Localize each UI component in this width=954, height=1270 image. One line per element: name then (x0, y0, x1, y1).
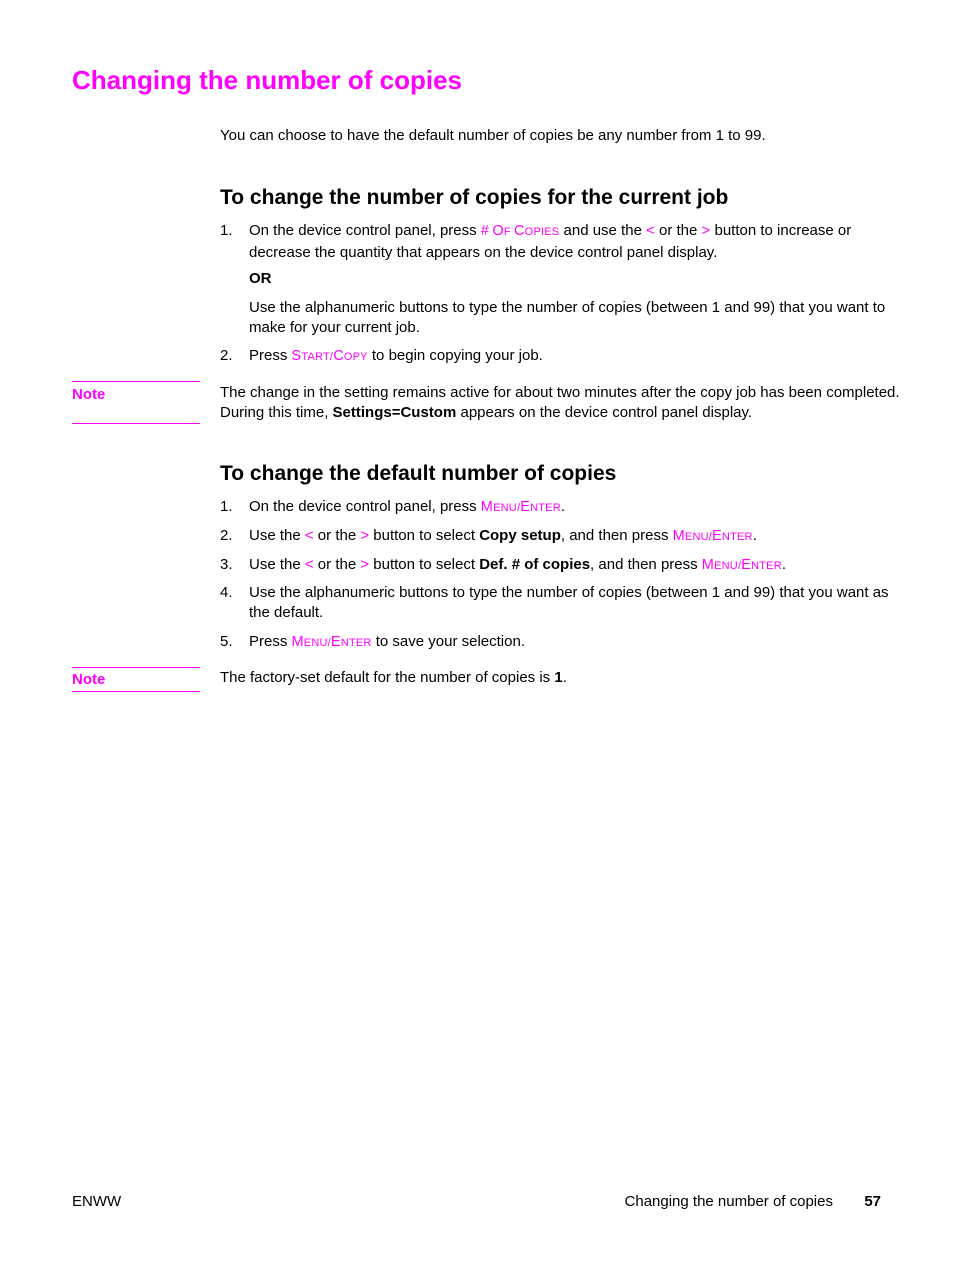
step-text: On the device control panel, press MENU/ENTER. (249, 498, 566, 515)
right-arrow-key: > (701, 222, 711, 239)
section1-step-1 (220, 221, 900, 262)
left-arrow-key: < (646, 222, 655, 239)
section1-step-2 (220, 346, 900, 368)
note1-text: The change in the setting remains active for about two minutes after the copy job has been completed. During this time, Settings=Custom appears on the device control panel display. (220, 384, 900, 421)
note2-label: Note (72, 671, 106, 688)
step-number: 4. (220, 584, 233, 601)
step-text: Press START/COPY to begin copying your job. (249, 347, 543, 364)
footer-left-label: ENWW (72, 1193, 122, 1210)
note1-label: Note (72, 386, 106, 403)
footer-section-title: Changing the number of copies (624, 1193, 833, 1210)
step-text: Use the < or the > button to select Copy setup, and then press MENU/ENTER. (249, 527, 757, 544)
menu-enter-key-label: MENU/ENTER (480, 499, 561, 515)
step-text: Use the alphanumeric buttons to type the number of copies (between 1 and 99) that you want as the default. (249, 584, 889, 621)
note2-top-rule (72, 667, 200, 668)
section2-step-5 (220, 632, 900, 654)
page-number: 57 (864, 1193, 881, 1210)
or-label: OR (249, 270, 272, 287)
section2-step-3 (220, 555, 900, 577)
copies-key-label: # OF COPIES (480, 223, 560, 239)
intro-paragraph: You can choose to have the default number of copies be any number from 1 to 99. (220, 127, 766, 144)
step-number: 1. (220, 222, 233, 239)
menu-enter-key-label: MENU/ENTER (701, 557, 782, 573)
menu-enter-key-label: MENU/ENTER (672, 528, 753, 544)
page-title: Changing the number of copies (72, 65, 463, 95)
section2-step-1 (220, 497, 900, 519)
section1-heading: To change the number of copies for the current job (220, 186, 729, 209)
right-arrow-key: > (360, 527, 370, 544)
step-number: 2. (220, 527, 233, 544)
right-arrow-key: > (360, 556, 370, 573)
section2-step-4 (220, 583, 900, 622)
note2-text: The factory-set default for the number of copies is 1. (220, 669, 567, 686)
step-text: Use the < or the > button to select Def. # of copies, and then press MENU/ENTER. (249, 556, 787, 573)
start-copy-key-label: START/COPY (291, 348, 368, 364)
section2-heading: To change the default number of copies (220, 462, 617, 485)
note2-bottom-rule (72, 691, 200, 692)
step-text: Press MENU/ENTER to save your selection. (249, 633, 525, 650)
left-arrow-key: < (304, 527, 314, 544)
step-number: 3. (220, 556, 233, 573)
step-text: On the device control panel, press # OF COPIES and use the < or the > button to increase or decrease the quantity that appears on the device control panel display. (249, 222, 852, 261)
note1-bottom-rule (72, 423, 200, 424)
left-arrow-key: < (304, 556, 314, 573)
step-number: 5. (220, 633, 233, 650)
alternative-paragraph: Use the alphanumeric buttons to type the number of copies (between 1 and 99) that you want to make for your current job. (249, 299, 886, 336)
step-number: 2. (220, 347, 233, 364)
menu-enter-key-label: MENU/ENTER (291, 634, 372, 650)
note1-top-rule (72, 381, 200, 382)
step-number: 1. (220, 498, 233, 515)
section2-step-2 (220, 526, 900, 548)
